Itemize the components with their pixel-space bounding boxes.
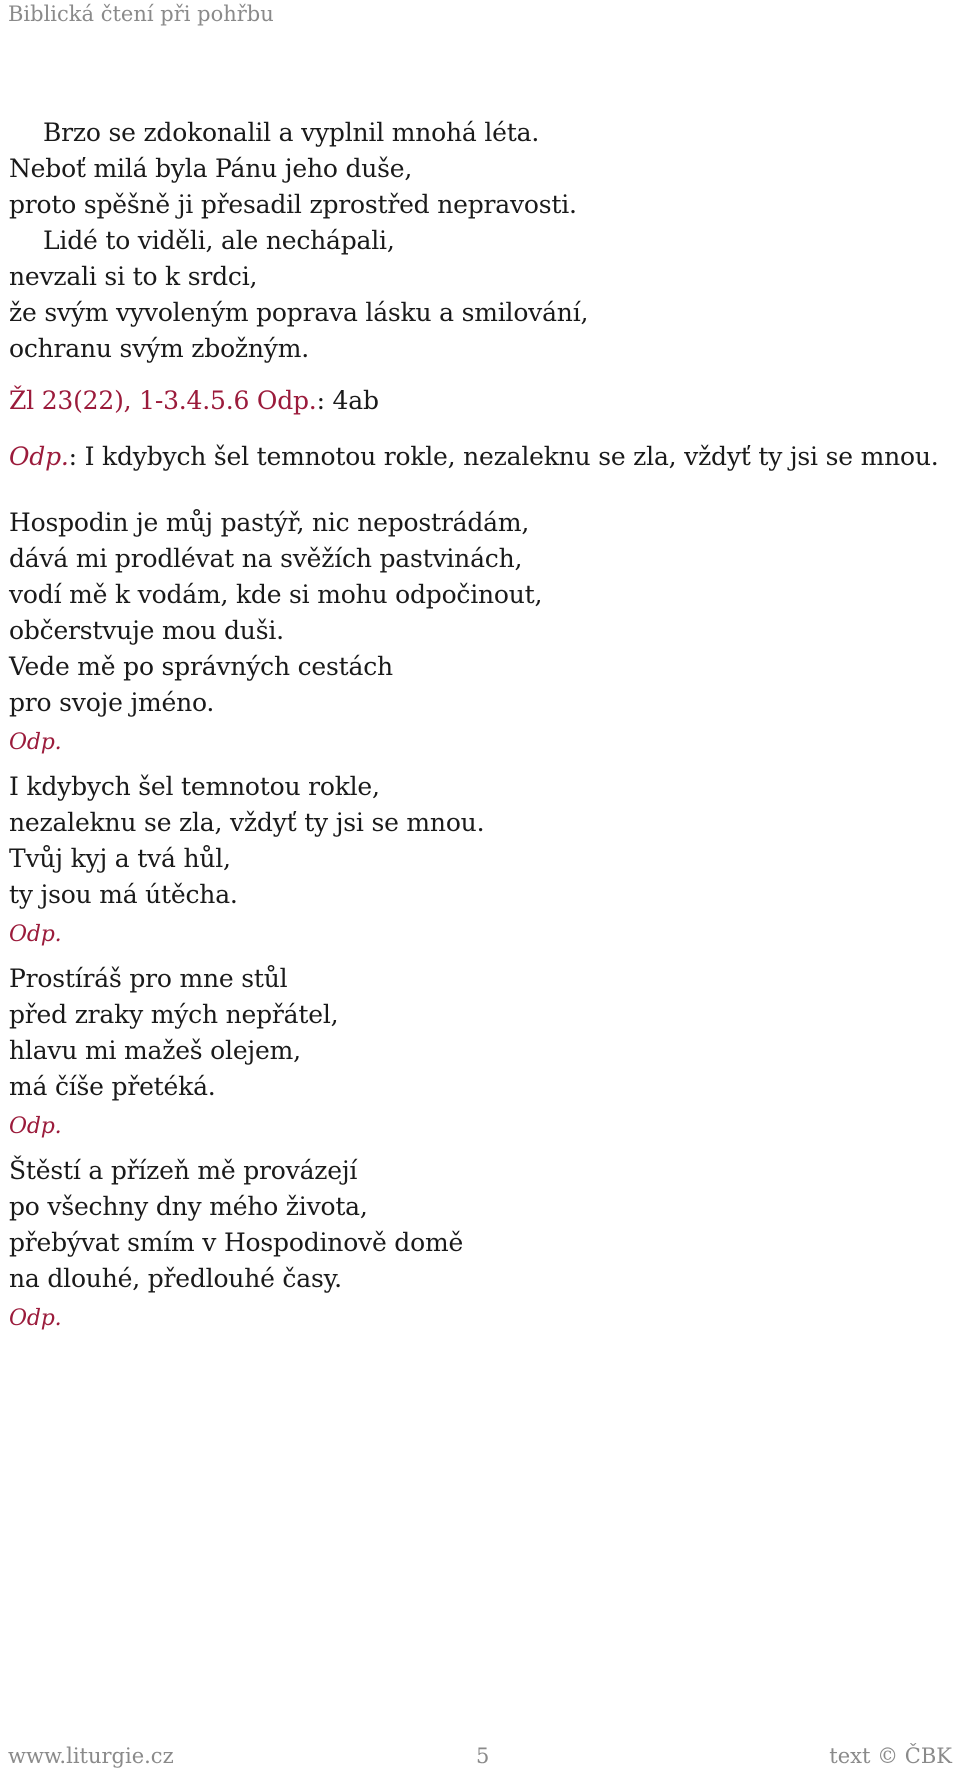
- running-header: Biblická čtení při pohřbu: [8, 2, 274, 26]
- reading-line: Neboť milá byla Pánu jeho duše,: [9, 154, 413, 183]
- response-label: Odp.: [9, 442, 69, 471]
- footer-copyright: text © ČBK: [829, 1744, 952, 1768]
- stanza-line: I kdybych šel temnotou rokle,: [9, 772, 380, 801]
- psalm-reference-citation: Žl 23(22), 1-3.4.5.6 Odp.: [9, 386, 317, 415]
- footer-website-link[interactable]: www.liturgie.cz: [8, 1744, 174, 1768]
- stanza-line: Tvůj kyj a tvá hůl,: [9, 844, 231, 873]
- stanza-line: ty jsou má útěcha.: [9, 880, 238, 909]
- reading-end: [9, 115, 949, 367]
- stanza-line: Vede mě po správných cestách: [9, 652, 393, 681]
- response-text: : I kdybych šel temnotou rokle, nezaleknu se zla, vždyť ty jsi se mnou.: [68, 442, 939, 471]
- psalm-reference-verse: : 4ab: [316, 386, 379, 415]
- reading-line: Brzo se zdokonalil a vyplnil mnohá léta.: [43, 118, 540, 147]
- stanza-line: přebývat smím v Hospodinově domě: [9, 1228, 464, 1257]
- reading-line: že svým vyvoleným poprava lásku a smilování,: [9, 298, 589, 327]
- footer-page-number: 5: [476, 1744, 490, 1768]
- page-content: [9, 115, 949, 1335]
- stanza-line: hlavu mi mažeš olejem,: [9, 1036, 301, 1065]
- stanza-line: před zraky mých nepřátel,: [9, 1000, 339, 1029]
- stanza-line: Prostíráš pro mne stůl: [9, 964, 288, 993]
- psalm-stanza: [9, 769, 949, 913]
- reading-line: Lidé to viděli, ale nechápali,: [43, 226, 395, 255]
- reading-line: ochranu svým zbožným.: [9, 334, 309, 363]
- reading-line: proto spěšně ji přesadil zprostřed nepravosti.: [9, 190, 577, 219]
- stanza-line: Hospodin je můj pastýř, nic nepostrádám,: [9, 508, 530, 537]
- stanza-line: nezaleknu se zla, vždyť ty jsi se mnou.: [9, 808, 485, 837]
- reading-line: nevzali si to k srdci,: [9, 262, 258, 291]
- response-marker: Odp.: [9, 922, 62, 947]
- response-marker: Odp.: [9, 1306, 62, 1331]
- psalm-reference: [9, 383, 949, 419]
- stanza-line: občerstvuje mou duši.: [9, 616, 284, 645]
- response-marker: Odp.: [9, 1114, 62, 1139]
- stanza-line: Štěstí a přízeň mě provázejí: [9, 1156, 358, 1185]
- psalm-stanza: [9, 961, 949, 1105]
- stanza-line: dává mi prodlévat na svěžích pastvinách,: [9, 544, 523, 573]
- psalm-stanza: [9, 1153, 949, 1297]
- psalm-response: [9, 439, 949, 475]
- psalm-stanza: [9, 505, 949, 721]
- response-marker: Odp.: [9, 730, 62, 755]
- stanza-line: na dlouhé, předlouhé časy.: [9, 1264, 342, 1293]
- stanza-line: má číše přetéká.: [9, 1072, 216, 1101]
- stanza-line: pro svoje jméno.: [9, 688, 215, 717]
- stanza-line: vodí mě k vodám, kde si mohu odpočinout,: [9, 580, 543, 609]
- stanza-line: po všechny dny mého života,: [9, 1192, 368, 1221]
